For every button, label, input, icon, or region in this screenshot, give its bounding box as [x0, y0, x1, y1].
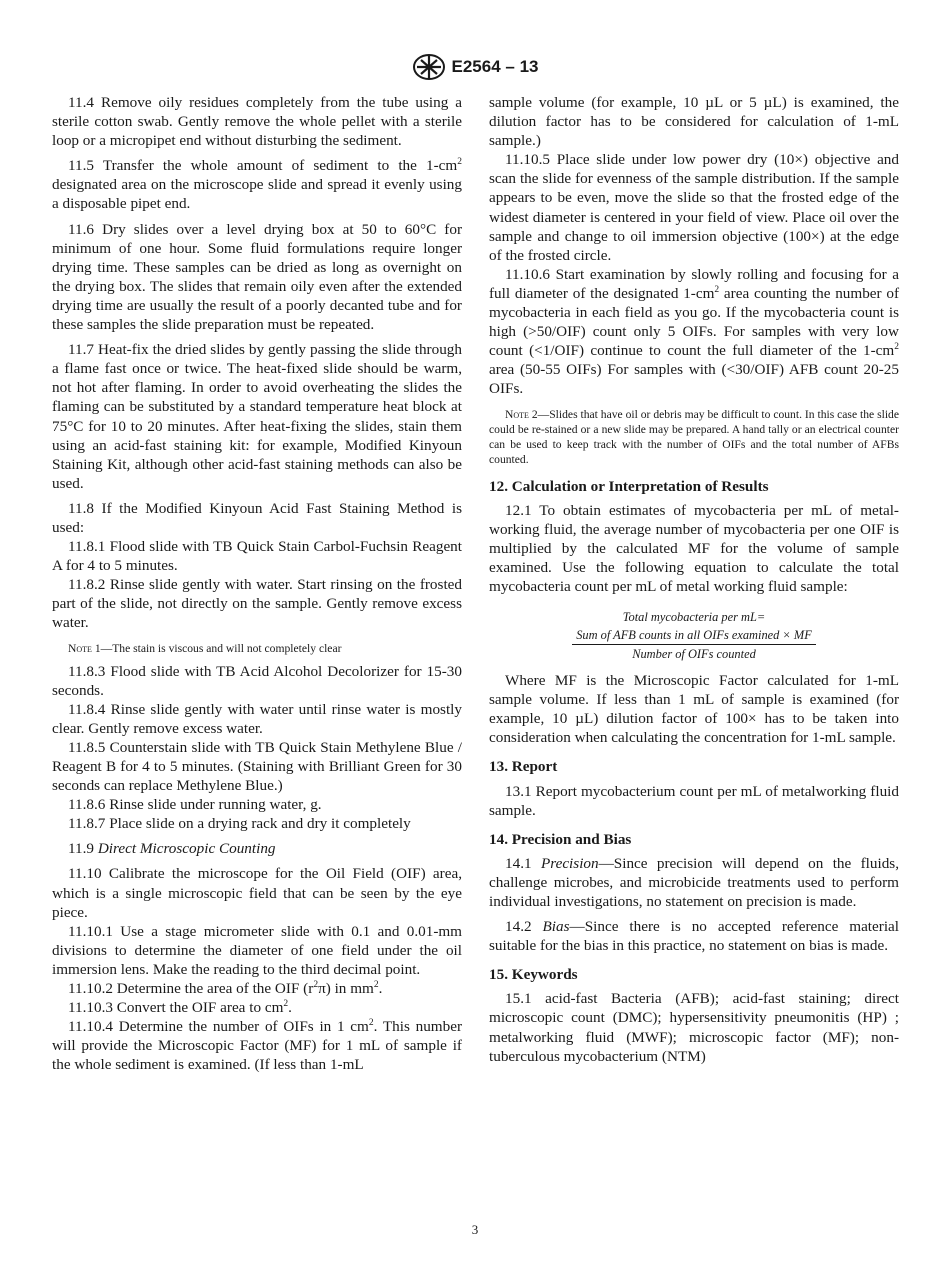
equation-numerator: Sum of AFB counts in all OIFs examined × MF	[572, 626, 816, 645]
standard-designation: E2564 – 13	[451, 57, 539, 76]
section-11-8-3: 11.8.3 Flood slide with TB Acid Alcohol Decolorizer for 15-30 seconds.	[52, 662, 462, 699]
section-11-10: 11.10 Calibrate the microscope for the Oil Field (OIF) area, which is a single microscopic field that can be seen by the eye piece.	[52, 865, 462, 921]
equation-fraction	[572, 626, 816, 663]
section-11-10-4: 11.10.4 Determine the number of OIFs in 1 $cm^2$. This number will provide the Microscopic Factor (MF) for 1 mL of sample if the whole sediment is examined. (If less than 1-mL	[52, 1018, 462, 1074]
section-15-1: 15.1 acid-fast Bacteria (AFB); acid-fast staining; direct microscopic count (DMC); hypersensitivity pneumonitis (HP) ; metalworking fluid (MWF); microscopic factor (MF); non-tuberculous mycobacterium (NTM)	[489, 990, 899, 1065]
section-12-1: 12.1 To obtain estimates of mycobacteria per mL of metal-working fluid, the average number of mycobacteria per one OIF is multiplied by the calculated MF for the volume of sample examined. Use the following equation to calculate the total mycobacteria count per mL of metal working fluid sample:	[489, 501, 899, 595]
section-11-7: 11.7 Heat-fix the dried slides by gently passing the slide through a flame fast once or twice. The heat-fixed slide should be warm, not hot after flaming. In order to avoid overheating the slides the flaming can be substituted by a standard temperature heat block at 75°C for 10 to 20 minutes. After heat-fixing the slides, stain them using an acid-fast staining kit: for example, Modified Kinyoun Staining Kit, although other acid-fast staining methods can also be used.	[52, 341, 462, 492]
section-11-10-5: 11.10.5 Place slide under low power dry (10×) objective and scan the slide for evenness of the sample distribution. If the sample appears to be even, move the slide so that the frosted edge of the widest diameter is centered in your field of view. Place oil over the sample and change to oil immersion objective (100×) at the edge of the frosted circle.	[489, 151, 899, 264]
section-11-8-6: 11.8.6 Rinse slide under running water, g.	[68, 796, 322, 814]
section-11-5: 11.5 Transfer the whole amount of sediment to the $1-cm^2$ designated area on the microscope slide and spread it evenly using a disposable pipet end.	[52, 157, 462, 213]
section-11-6: 11.6 Dry slides over a level drying box at 50 to 60°C for minimum of one hour. Some fluid formulations require longer drying time. These samples can be dried as long as overnight on the drying box. The slides that remain oily even after the extended drying time are usually the result of a poorly decanted tube and for these samples the slide preparation must be repeated.	[52, 220, 462, 334]
section-11-8-4: 11.8.4 Rinse slide gently with water until rinse water is mostly clear. Gently remove excess water.	[52, 700, 462, 737]
equation-explanation: Where MF is the Microscopic Factor calculated for 1-mL sample volume. If less than 1 mL of sample is examined (for example, 10 µL) dilution factor of 100× has to be taken into consideration when calculating the concentration for 1-mL sample.	[489, 672, 899, 747]
equation	[489, 608, 899, 663]
heading-section-12: 12. Calculation or Interpretation of Results	[489, 477, 769, 495]
note-1: Note 1—The stain is viscous and will not completely clear	[68, 641, 342, 655]
section-14-1: 14.1 Precision—Since precision will depend on the fluids, challenge microbes, and microbicide treatments used to perform individual investigations, no statement on precision is made.	[489, 854, 900, 910]
section-11-8-7: 11.8.7 Place slide on a drying rack and dry it completely	[68, 815, 411, 833]
section-11-10-3: 11.10.3 Convert the OIF area to $cm^2$.	[68, 999, 292, 1017]
page-header	[0, 53, 950, 81]
right-column	[489, 93, 899, 1066]
left-column	[52, 93, 462, 1075]
heading-section-14: 14. Precision and Bias	[489, 830, 632, 848]
section-11-4: 11.4 Remove oily residues completely from the tube using a sterile cotton swab. Gently remove the whole pellet with a sterile loop or a micropipet end without disturbing the sediment.	[52, 94, 462, 150]
section-11-10-2: 11.10.2 Determine the area of the OIF $(r^2\pi)$ in $mm^2$.	[68, 980, 383, 998]
section-11-9: 11.9 Direct Microscopic Counting	[68, 840, 276, 858]
heading-section-13: 13. Report	[489, 758, 558, 776]
equation-denominator: Number of OIFs counted	[632, 647, 756, 662]
section-11-8-1: 11.8.1 Flood slide with TB Quick Stain Carbol-Fuchsin Reagent A for 4 to 5 minutes.	[52, 538, 462, 575]
page-number: 3	[471, 1222, 479, 1237]
section-13-1: 13.1 Report mycobacterium count per mL of metalworking fluid sample.	[489, 782, 899, 819]
section-14-2: 14.2 Bias—Since there is no accepted reference material suitable for the bias in this practice, no statement on bias is made.	[489, 918, 900, 955]
continuation-text: sample volume (for example, 10 µL or 5 µL) is examined, the dilution factor has to be considered for calculation of 1-mL sample.)	[489, 94, 899, 150]
note-2: Note 2—Slides that have oil or debris may be difficult to count. In this case the slide could be re-stained or a new slide may be prepared. A hand tally or an electrical counter can be used to keep track with the number of OIFs and the total number of AFBs counted.	[489, 407, 899, 466]
section-11-10-6: 11.10.6 Start examination by slowly rolling and focusing for a full diameter of the designated $1-cm^2$ area counting the number of mycobacteria in each field as you go. If the mycobacteria count is high (>50/OIF) count only 5 OIFs. For samples with very low count (<1/OIF) continue to count the full diameter of the $1-cm^2$ area (50-55 OIFs) For samples with (<30/OIF) AFB count 20-25 OIFs.	[489, 265, 900, 398]
equation-lhs: Total mycobacteria per mL=	[622, 610, 766, 625]
section-11-10-1: 11.10.1 Use a stage micrometer slide with 0.1 and 0.01-mm divisions to determine the diameter of one field under the oil immersion lens. Make the reading to the third decimal point.	[52, 922, 462, 978]
section-11-8-5: 11.8.5 Counterstain slide with TB Quick Stain Methylene Blue / Reagent B for 4 to 5 minutes. (Staining with Brilliant Green for 30 seconds can replace Methylene Blue.)	[52, 738, 462, 795]
section-11-8-2: 11.8.2 Rinse slide gently with water. Start rinsing on the frosted part of the slide, not directly on the sample. Gently remove excess water.	[52, 576, 462, 632]
heading-section-15: 15. Keywords	[489, 966, 578, 984]
astm-logo-icon	[412, 53, 446, 81]
section-11-8: 11.8 If the Modified Kinyoun Acid Fast Staining Method is used:	[52, 499, 462, 536]
